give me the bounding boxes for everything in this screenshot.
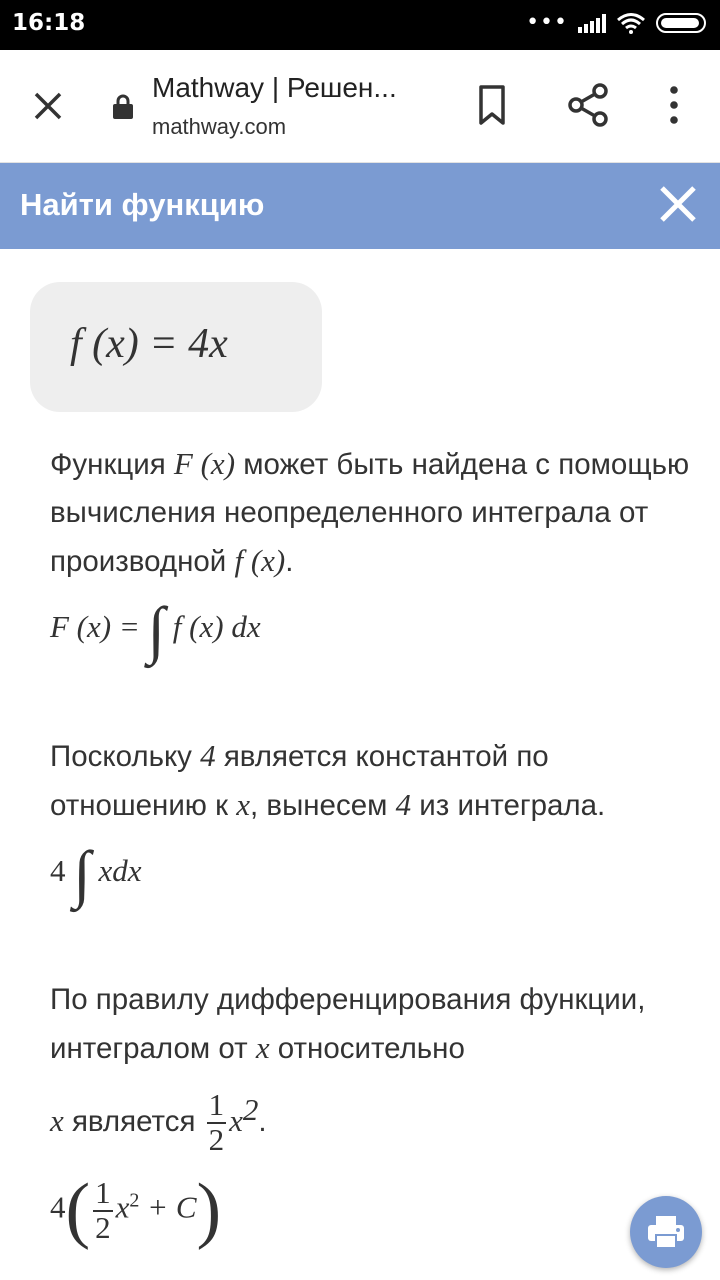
formula-coefficient: 4 <box>50 1189 66 1225</box>
panel-close-icon[interactable] <box>658 184 698 224</box>
status-time: 16:18 <box>12 10 86 36</box>
status-icons <box>526 12 706 34</box>
inline-math: x <box>236 787 250 822</box>
step-text: может быть найдена с помощью вычисления неопределенного интеграла от производной <box>50 448 690 578</box>
step-2-text <box>50 732 690 830</box>
problem-expression: f (x) = 4x <box>70 321 228 367</box>
panel-header <box>0 163 720 249</box>
exponent: 2 <box>242 1092 259 1127</box>
fraction-denominator: 2 <box>95 1209 111 1245</box>
inline-math: x <box>50 1102 64 1138</box>
panel-title: Найти функцию <box>20 187 265 222</box>
step-text: . <box>285 545 294 578</box>
inline-math: F (x) <box>173 446 236 481</box>
step-text: является константой по отношению к <box>50 740 549 822</box>
formula-coefficient: 4 <box>50 853 66 889</box>
step-text: По правилу дифференцирования функции, интегралом от <box>50 983 646 1065</box>
exponent: 2 <box>129 1189 140 1212</box>
integral-sign: ∫ <box>147 594 166 665</box>
left-paren: ( <box>65 1169 91 1251</box>
page-title[interactable]: Mathway | Решен... <box>152 72 397 103</box>
step-2-formula <box>50 838 142 909</box>
page-url[interactable]: mathway.com <box>152 114 287 139</box>
close-icon[interactable] <box>26 84 70 128</box>
fraction <box>207 1089 227 1156</box>
inline-math: x <box>229 1102 243 1138</box>
more-vert-icon[interactable] <box>658 84 690 126</box>
status-bar <box>0 0 720 50</box>
print-button[interactable] <box>630 1196 702 1268</box>
step-text: относительно <box>269 1032 465 1065</box>
wifi-icon <box>616 12 646 34</box>
fraction-denominator: 2 <box>208 1122 225 1158</box>
integral-sign: ∫ <box>73 838 91 909</box>
inline-math: 4 <box>200 738 216 773</box>
fraction <box>93 1174 113 1245</box>
step-3-result <box>50 1168 221 1253</box>
fraction-numerator: 1 <box>208 1087 225 1123</box>
print-icon <box>646 1212 686 1252</box>
inline-math: 4 <box>395 787 412 822</box>
formula-lhs: F (x) = <box>50 609 140 645</box>
inline-math: f (x) <box>234 543 286 578</box>
formula-rhs: f (x) dx <box>172 609 261 645</box>
step-text: из интеграла. <box>411 789 606 822</box>
solution-content <box>0 250 720 1280</box>
problem-box <box>30 282 322 412</box>
step-1-text <box>50 440 690 586</box>
fraction-numerator: 1 <box>95 1174 111 1210</box>
share-icon[interactable] <box>566 82 610 128</box>
step-3-text <box>50 976 690 1073</box>
bookmark-icon[interactable] <box>474 84 510 126</box>
formula-tail: + C <box>139 1189 197 1225</box>
signal-icon <box>578 13 606 33</box>
step-3-text-cont <box>50 1074 690 1158</box>
notification-dots-icon: ••• <box>526 10 568 35</box>
step-text: Поскольку <box>50 740 201 773</box>
step-text: . <box>258 1104 267 1138</box>
battery-icon <box>656 13 706 33</box>
inline-math: x <box>115 1189 130 1225</box>
step-1-formula <box>50 594 261 665</box>
inline-math: x <box>255 1030 270 1065</box>
step-text: Функция <box>50 448 174 481</box>
lock-icon <box>112 94 134 120</box>
step-text: является <box>63 1104 204 1138</box>
step-text: , вынесем <box>250 789 396 822</box>
browser-toolbar <box>0 50 720 163</box>
formula-rhs: xdx <box>98 853 142 889</box>
right-paren: ) <box>196 1169 222 1251</box>
